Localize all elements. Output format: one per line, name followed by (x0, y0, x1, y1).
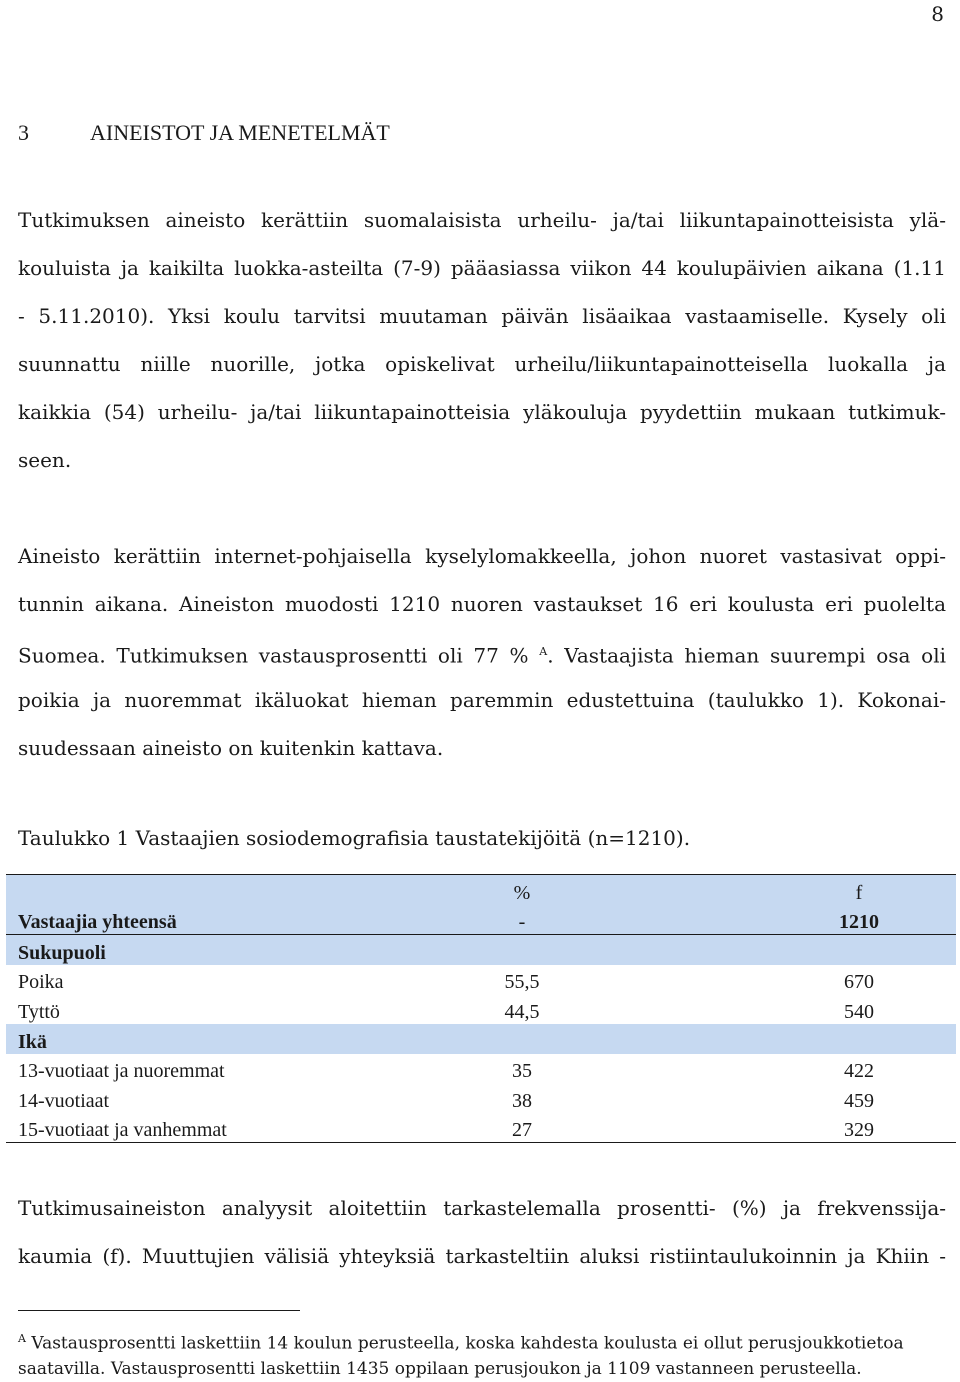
header-f: f (594, 875, 956, 905)
text-line: kouluista ja kaikilta luokka-asteilta (7-9) pääasiassa viikon 44 koulupäivien aikana (1.11 (18, 256, 946, 280)
table-row (6, 1054, 956, 1084)
text-line: - 5.11.2010). Yksi koulu tarvitsi muutaman päivän lisäaikaa vastaamiselle. Kysely oli (18, 304, 946, 328)
section-number: 3 (18, 120, 29, 145)
group-label-gender: Sukupuoli (6, 935, 450, 965)
group-label-age: Ikä (6, 1024, 450, 1054)
row-label: 13-vuotiaat ja nuoremmat (18, 1060, 225, 1083)
table-row (6, 1083, 956, 1113)
text-line: seen. (18, 448, 72, 472)
text-segment: Suomea. Tutkimuksen vastausprosentti oli 77 % (18, 643, 529, 668)
table-cell (450, 935, 594, 965)
cell-pct: 35 (512, 1060, 532, 1083)
table-row (6, 965, 956, 995)
text-line: Tutkimuksen aineisto kerättiin suomalaisista urheilu- ja/tai liikuntapainotteisista ylä- (18, 208, 946, 232)
cell-pct: 55,5 (504, 971, 540, 994)
footnote-marker: A (18, 1332, 26, 1345)
demographics-table (6, 874, 956, 1143)
footnote-line (18, 1326, 946, 1357)
cell-f: 329 (594, 1113, 956, 1143)
footnote-line: saatavilla. Vastausprosentti laskettiin 1435 oppilaan perusjoukon ja 1109 vastanneen perusteella. (18, 1358, 862, 1379)
footnote-divider (18, 1310, 300, 1311)
text-line: suunnattu niille nuorille, jotka opiskelivat urheilu/liikuntapainotteisella luokalla ja (18, 352, 946, 376)
table-cell (594, 935, 956, 965)
text-line: tunnin aikana. Aineiston muodosti 1210 nuoren vastaukset 16 eri koulusta eri puolelta (18, 592, 946, 616)
table-row (6, 994, 956, 1024)
table-row-total (6, 905, 956, 935)
cell-pct: 38 (512, 1089, 532, 1112)
row-label: 14-vuotiaat (18, 1089, 110, 1112)
text-line: kaikkia (54) urheilu- ja/tai liikuntapainotteisia yläkouluja pyydettiin mukaan tutkimuk- (18, 400, 946, 424)
table-cell (450, 1024, 594, 1054)
row-label: Vastaajia yhteensä (6, 905, 450, 935)
cell-f: 459 (844, 1089, 874, 1112)
text-line: kaumia (f). Muuttujien välisiä yhteyksiä tarkasteltiin aluksi ristiintaulukoinnin ja Khiin - (18, 1244, 946, 1268)
text-line-with-footnote (18, 628, 946, 676)
table-row (6, 1113, 956, 1143)
cell-f: 670 (844, 971, 874, 994)
cell-pct: 44,5 (504, 1000, 540, 1023)
row-label: Poika (18, 971, 64, 994)
header-pct: % (450, 875, 594, 905)
text-line: Aineisto kerättiin internet-pohjaisella kyselylomakkeella, johon nuoret vastasivat oppi- (18, 544, 946, 568)
row-label: Tyttö (18, 1000, 60, 1023)
footnote-text: Vastausprosentti laskettiin 14 koulun perusteella, koska kahdesta koulusta ei ollut perusjoukkotietoa (25, 1333, 904, 1354)
table-group-row (6, 935, 956, 965)
footnote (18, 1326, 946, 1382)
table-caption: Taulukko 1 Vastaajien sosiodemografisia taustatekijöitä (n=1210). (18, 826, 691, 850)
table-cell (594, 1024, 956, 1054)
text-line: suudessaan aineisto on kuitenkin kattava. (18, 736, 444, 760)
cell-f: 422 (844, 1060, 874, 1083)
table-cell (6, 875, 450, 905)
table-group-row (6, 1024, 956, 1054)
cell-f: 540 (844, 1000, 874, 1023)
section-heading (18, 120, 390, 146)
text-segment: . Vastaajista hieman suurempi osa oli (547, 643, 946, 668)
cell-pct: 27 (450, 1113, 594, 1143)
text-line: Tutkimusaineiston analyysit aloitettiin tarkastelemalla prosentti- (%) ja frekvenssija- (18, 1196, 946, 1220)
paragraph-2 (18, 532, 946, 772)
paragraph-1 (18, 196, 946, 484)
cell-pct: - (450, 905, 594, 935)
page-number: 8 (931, 2, 944, 26)
paragraph-3 (18, 1184, 946, 1280)
footnote-marker: A (539, 645, 548, 658)
table-header-row (6, 875, 956, 905)
row-label: 15-vuotiaat ja vanhemmat (6, 1113, 450, 1143)
section-title: AINEISTOT JA MENETELMÄT (90, 120, 390, 145)
cell-f: 1210 (594, 905, 956, 935)
text-line: poikia ja nuoremmat ikäluokat hieman paremmin edustettuina (taulukko 1). Kokonai- (18, 688, 946, 712)
